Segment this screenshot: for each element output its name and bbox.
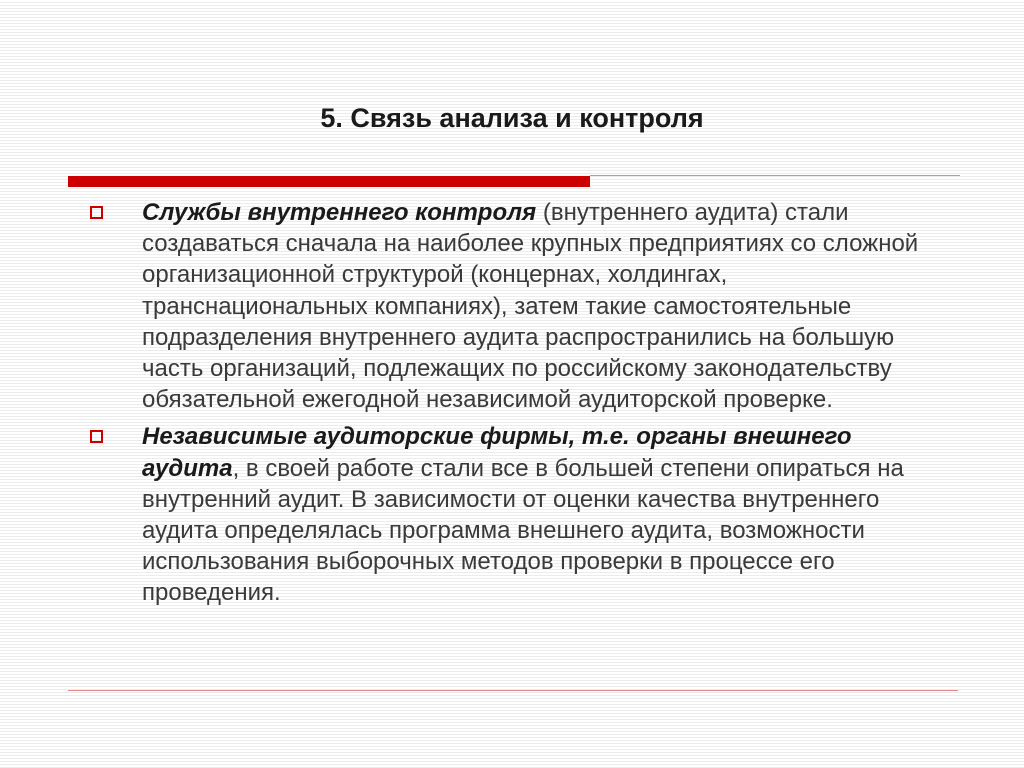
bullet-text: (внутреннего аудита) стали создаваться сначала на наиболее крупных предприятиях со сложной организационной структурой (концернах, холдингах, транснациональных компаниях), затем такие самостоятельные подразделения внутреннего аудита распространились на большую часть организаций, подлежащих по российскому законодательству обязательной ежегодной независимой аудиторской проверке. (142, 199, 919, 414)
hollow-square-bullet-icon (90, 206, 103, 219)
slide-title: 5. Связь анализа и контроля (320, 103, 704, 133)
bullet-emphasis: Службы внутреннего контроля (142, 199, 537, 226)
bullet-list (90, 197, 950, 615)
title-divider-thin (590, 175, 960, 176)
hollow-square-bullet-icon (90, 430, 103, 443)
bullet-text: , в своей работе стали все в большей степени опираться на внутренний аудит. В зависимости от оценки качества внутреннего аудита определялась программа внешнего аудита, возможности использования выборочных методов проверки в процессе его проведения. (142, 454, 904, 607)
bottom-divider (68, 690, 958, 691)
bullet-item-internal-control (90, 197, 950, 415)
title-divider-thick (68, 176, 590, 187)
bullet-emphasis: Независимые аудиторские фирмы, т.е. органы внешнего аудита (142, 423, 852, 482)
bullet-item-external-audit (90, 421, 950, 608)
